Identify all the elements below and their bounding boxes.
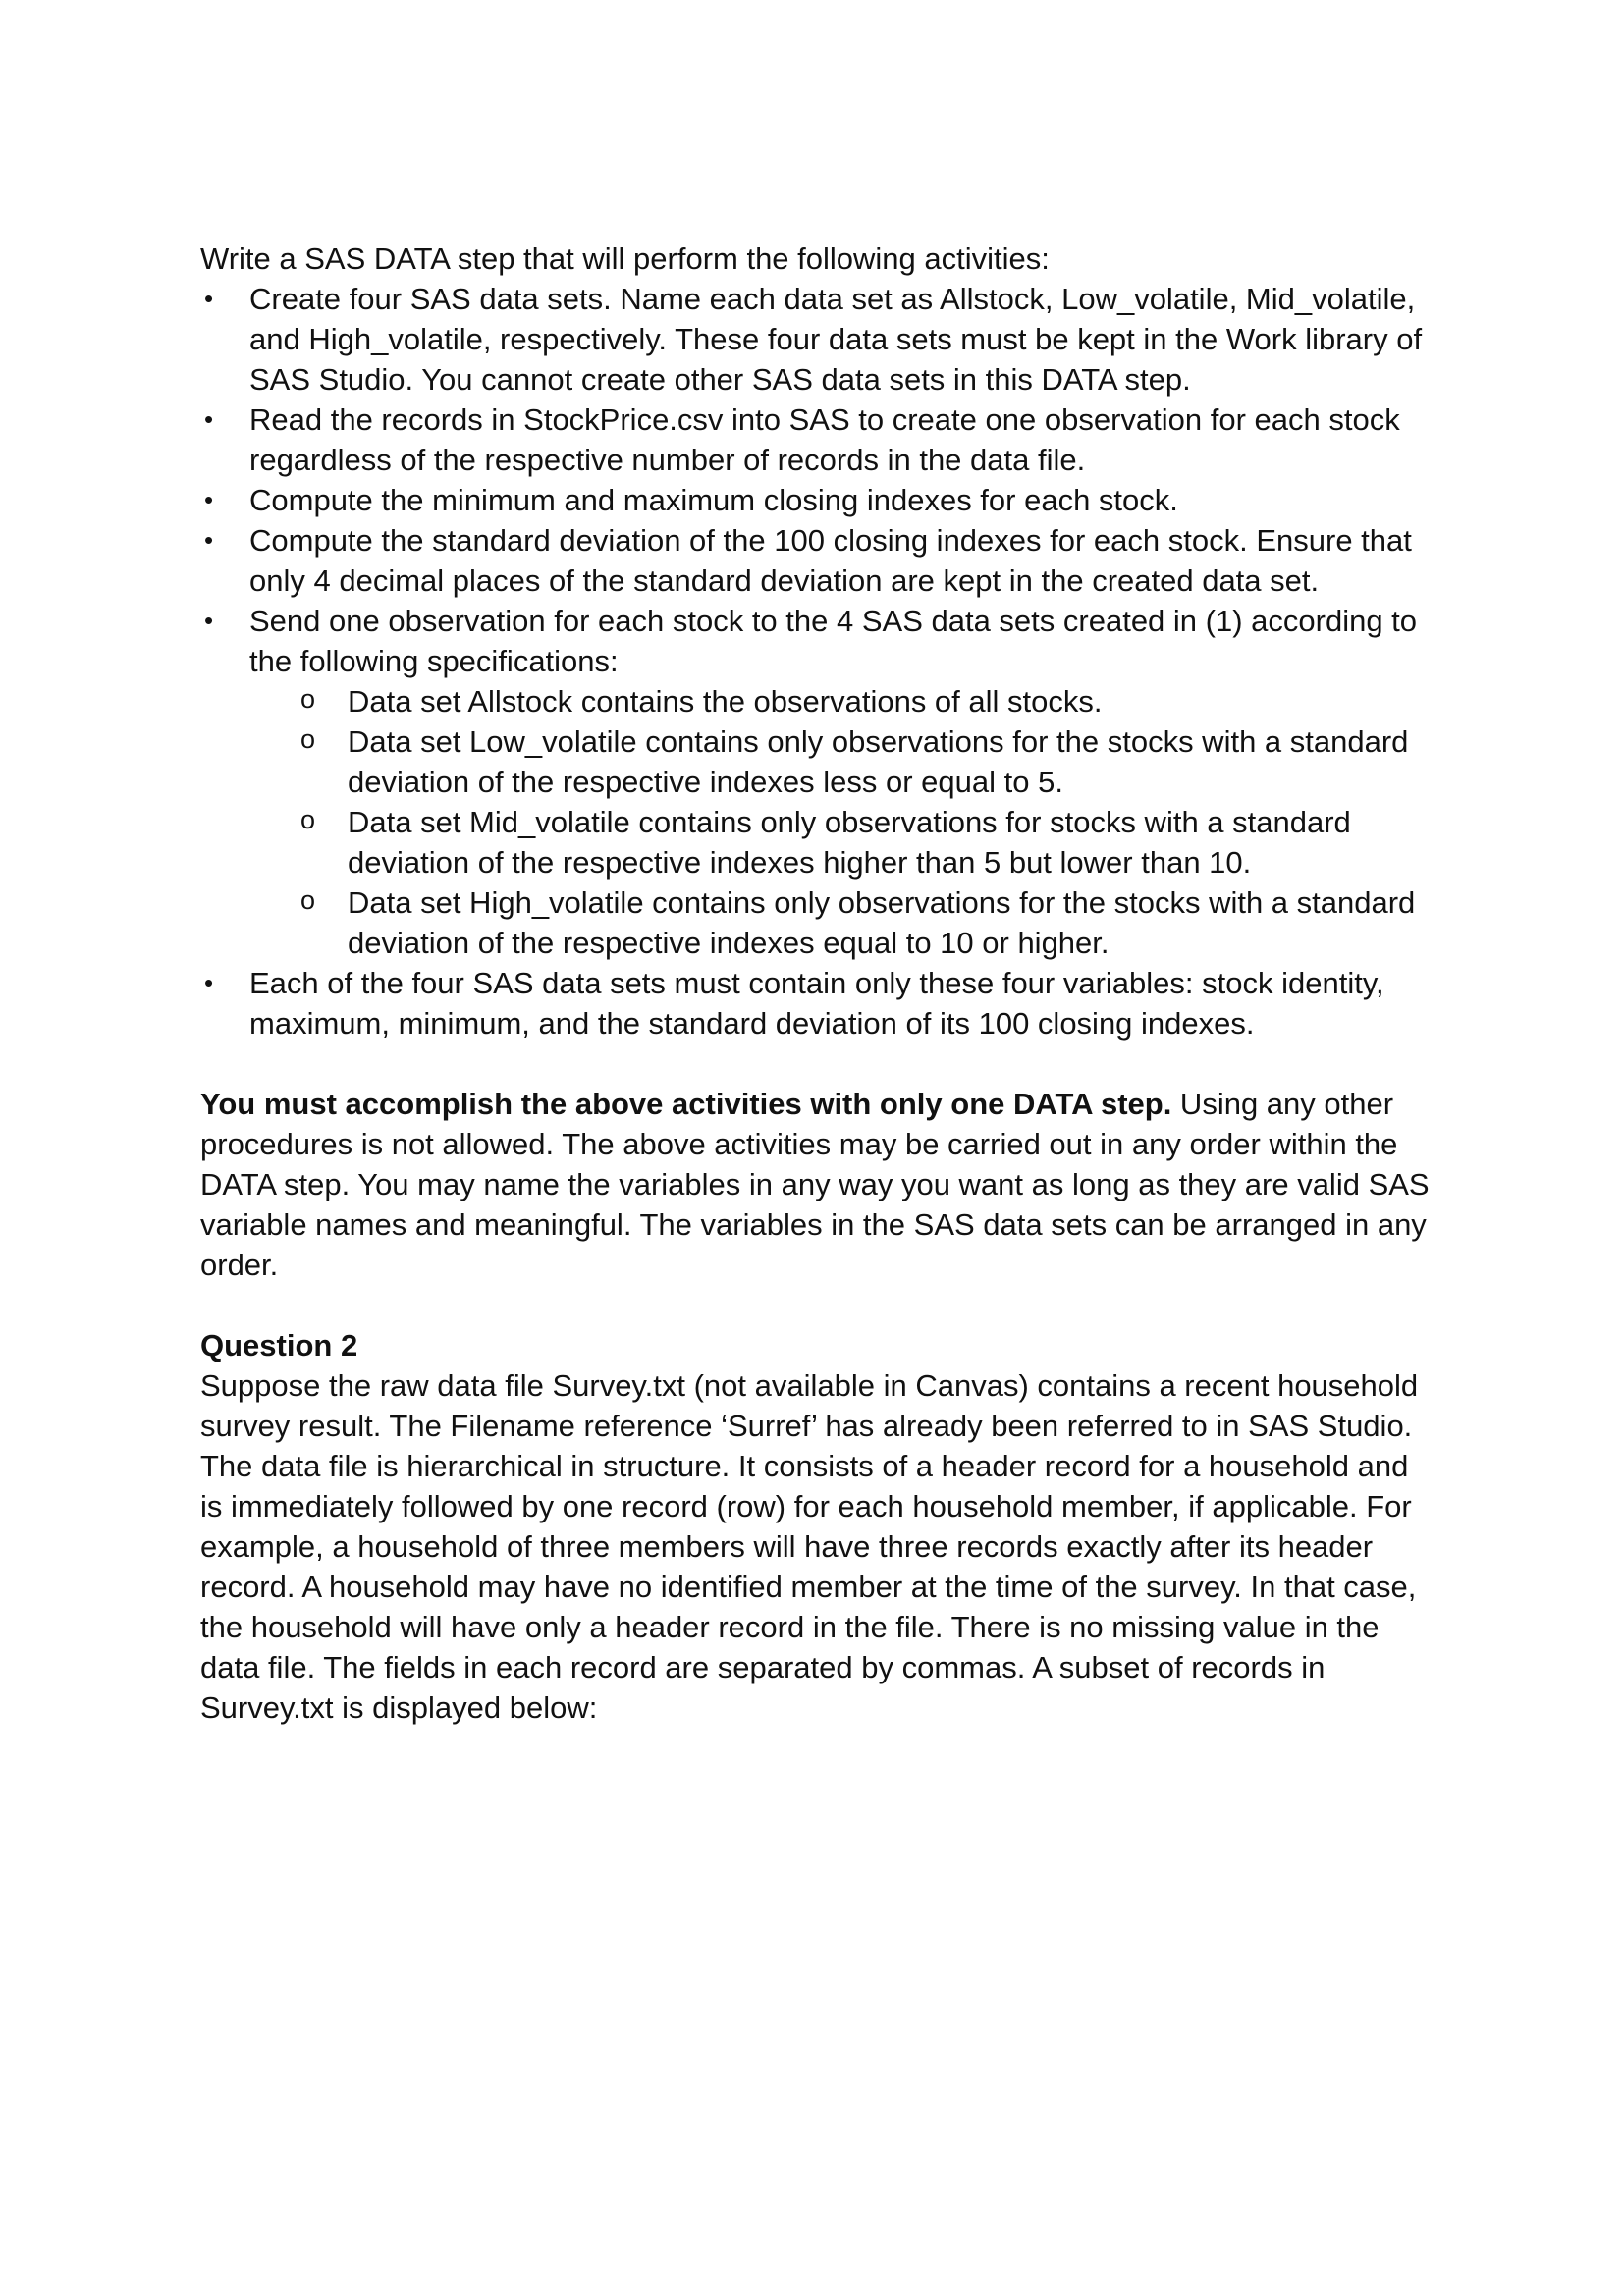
specification-list: [249, 681, 1437, 963]
list-item: [200, 400, 1437, 480]
paragraph-spacer: [200, 1285, 1437, 1325]
circle-bullet-icon: o: [300, 885, 316, 915]
sub-list-item-text: Data set Allstock contains the observations of all stocks.: [348, 684, 1103, 719]
sub-list-item-text: Data set Mid_volatile contains only observations for stocks with a standard deviation of the respective indexes higher than 5 but lower than 10.: [348, 805, 1351, 880]
rules-bold-lead: You must accomplish the above activities with only one DATA step.: [200, 1087, 1172, 1121]
list-item: [200, 480, 1437, 520]
list-item-text: Send one observation for each stock to the 4 SAS data sets created in (1) according to the following specifications:: [249, 604, 1418, 678]
rules-paragraph: [200, 1084, 1437, 1285]
intro-text: Write a SAS DATA step that will perform the following activities:: [200, 241, 1050, 276]
circle-bullet-icon: o: [300, 684, 316, 714]
bullet-icon: •: [204, 284, 214, 313]
sub-list-item: [300, 681, 1437, 721]
list-item-text: Compute the minimum and maximum closing indexes for each stock.: [249, 483, 1178, 517]
sub-list-item-text: Data set Low_volatile contains only observations for the stocks with a standard deviation of the respective indexes less or equal to 5.: [348, 724, 1409, 799]
list-item-text: Compute the standard deviation of the 100 closing indexes for each stock. Ensure that only 4 decimal places of the standard deviation are kept in the created data set.: [249, 523, 1412, 598]
list-item-text: Create four SAS data sets. Name each data set as Allstock, Low_volatile, Mid_volatile, and High_volatile, respectively. These four data sets must be kept in the Work library of SAS Studio. You cannot create other SAS data sets in this DATA step.: [249, 282, 1423, 397]
sub-list-item: [300, 882, 1437, 963]
bullet-icon: •: [204, 404, 214, 434]
question-body: Suppose the raw data file Survey.txt (not available in Canvas) contains a recent household survey result. The Filename reference ‘Surref’ has already been referred to in SAS Studio. The data file is hierarchical in structure. It consists of a header record for a household and is immediately followed by one record (row) for each household member, if applicable. For example, a household of three members will have three records exactly after its header record. A household may have no identified member at the time of the survey. In that case, the household will have only a header record in the file. There is no missing value in the data file. The fields in each record are separated by commas. A subset of records in Survey.txt is displayed below:: [200, 1368, 1419, 1725]
list-item: [200, 520, 1437, 601]
circle-bullet-icon: o: [300, 805, 316, 834]
question-heading: Question 2: [200, 1328, 358, 1362]
list-item: [200, 963, 1437, 1043]
document-page: [200, 239, 1437, 1728]
sub-list-item-text: Data set High_volatile contains only observations for the stocks with a standard deviation of the respective indexes equal to 10 or higher.: [348, 885, 1416, 960]
paragraph-spacer: [200, 1043, 1437, 1084]
bullet-icon: •: [204, 606, 214, 635]
list-item: [200, 601, 1437, 963]
list-item-text: Read the records in StockPrice.csv into SAS to create one observation for each stock regardless of the respective number of records in the data file.: [249, 402, 1400, 477]
rules-text: Using any other procedures is not allowed. The above activities may be carried out in any order within the DATA step. You may name the variables in any way you want as long as they are valid SAS variable names and meaningful. The variables in the SAS data sets can be arranged in any order.: [200, 1087, 1430, 1282]
activity-list: [200, 279, 1437, 1043]
list-item-text: Each of the four SAS data sets must contain only these four variables: stock identity, maximum, minimum, and the standard deviation of its 100 closing indexes.: [249, 966, 1384, 1041]
circle-bullet-icon: o: [300, 724, 316, 754]
bullet-icon: •: [204, 485, 214, 514]
bullet-icon: •: [204, 968, 214, 997]
sub-list-item: [300, 802, 1437, 882]
sub-list-item: [300, 721, 1437, 802]
bullet-icon: •: [204, 525, 214, 555]
list-item: [200, 279, 1437, 400]
